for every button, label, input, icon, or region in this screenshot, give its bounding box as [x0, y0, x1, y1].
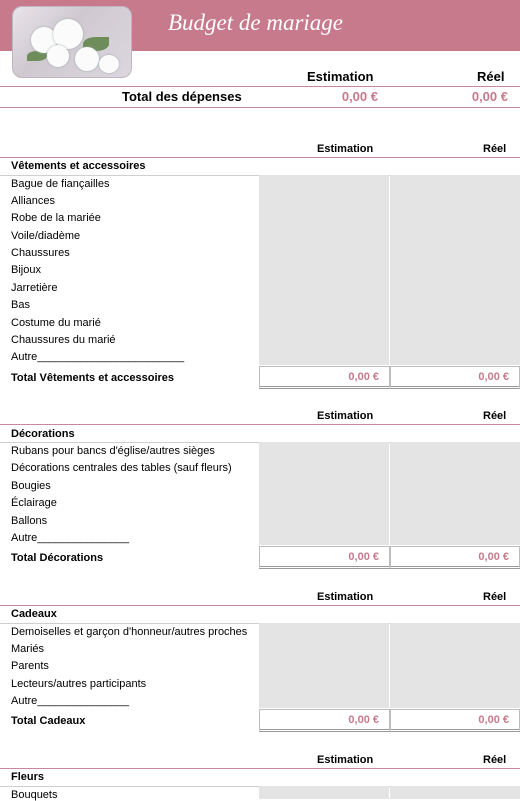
estimation-input-column[interactable]	[259, 623, 389, 709]
estimation-input-column[interactable]	[259, 175, 389, 366]
summary-estimation-header: Estimation	[307, 69, 374, 84]
reel-input-column[interactable]	[390, 442, 520, 546]
reel-input-column[interactable]	[390, 786, 520, 800]
divider	[0, 157, 520, 158]
list-item: Voile/diadème	[11, 230, 81, 242]
list-item: Jarretière	[11, 282, 58, 294]
reel-input-column[interactable]	[390, 623, 520, 709]
list-item: Autre________________________	[11, 351, 185, 363]
section-title: Décorations	[11, 428, 75, 440]
summary-reel-header: Réel	[477, 69, 505, 84]
summary-total-estimation: 0,00 €	[341, 89, 378, 104]
divider	[0, 605, 520, 606]
total-label: Total Cadeaux	[11, 715, 86, 727]
total-estimation-cell[interactable]: 0,00 €	[259, 709, 390, 732]
list-item: Autre_______________	[11, 695, 130, 707]
list-item: Autre_______________	[11, 532, 130, 544]
total-estimation-cell[interactable]: 0,00 €	[259, 366, 390, 389]
flower-shape	[47, 45, 69, 67]
section-title: Cadeaux	[11, 608, 57, 620]
page-title: Budget de mariage	[168, 10, 344, 35]
list-item: Mariés	[11, 643, 45, 655]
list-item: Demoiselles et garçon d'honneur/autres proches	[11, 626, 248, 638]
summary-total-label: Total des dépenses	[122, 89, 242, 104]
estimation-input-column[interactable]	[259, 442, 389, 546]
col-reel-header: Réel	[483, 591, 507, 603]
total-label: Total Décorations	[11, 552, 104, 564]
col-reel-header: Réel	[483, 143, 507, 155]
list-item: Chaussures	[11, 247, 70, 259]
list-item: Bouquets	[11, 789, 58, 801]
total-reel-cell[interactable]: 0,00 €	[390, 366, 520, 389]
total-reel-cell[interactable]: 0,00 €	[390, 709, 520, 732]
total-label: Total Vêtements et accessoires	[11, 372, 175, 384]
divider	[0, 86, 520, 87]
list-item: Alliances	[11, 195, 56, 207]
section-title: Vêtements et accessoires	[11, 160, 146, 172]
list-item: Rubans pour bancs d'église/autres sièges	[11, 445, 215, 457]
divider	[0, 107, 520, 108]
section-title: Fleurs	[11, 771, 45, 783]
total-reel-cell[interactable]: 0,00 €	[390, 546, 520, 569]
col-reel-header: Réel	[483, 754, 507, 766]
reel-input-column[interactable]	[390, 175, 520, 366]
list-item: Bague de fiançailles	[11, 178, 110, 190]
total-estimation-cell[interactable]: 0,00 €	[259, 546, 390, 569]
flower-shape	[99, 55, 119, 73]
flower-shape	[75, 47, 99, 71]
col-estimation-header: Estimation	[317, 143, 374, 155]
list-item: Parents	[11, 660, 49, 672]
summary-total-reel: 0,00 €	[471, 89, 508, 104]
col-estimation-header: Estimation	[317, 591, 374, 603]
col-reel-header: Réel	[483, 410, 507, 422]
list-item: Bougies	[11, 480, 51, 492]
flower-photo	[12, 6, 132, 78]
divider	[0, 424, 520, 425]
list-item: Éclairage	[11, 497, 57, 509]
col-estimation-header: Estimation	[317, 754, 374, 766]
col-estimation-header: Estimation	[317, 410, 374, 422]
list-item: Bas	[11, 299, 30, 311]
list-item: Bijoux	[11, 264, 41, 276]
list-item: Robe de la mariée	[11, 212, 101, 224]
estimation-input-column[interactable]	[259, 786, 389, 800]
list-item: Ballons	[11, 515, 48, 527]
list-item: Décorations centrales des tables (sauf fleurs)	[11, 462, 232, 474]
list-item: Lecteurs/autres participants	[11, 678, 147, 690]
list-item: Costume du marié	[11, 317, 101, 329]
divider	[0, 768, 520, 769]
list-item: Chaussures du marié	[11, 334, 116, 346]
